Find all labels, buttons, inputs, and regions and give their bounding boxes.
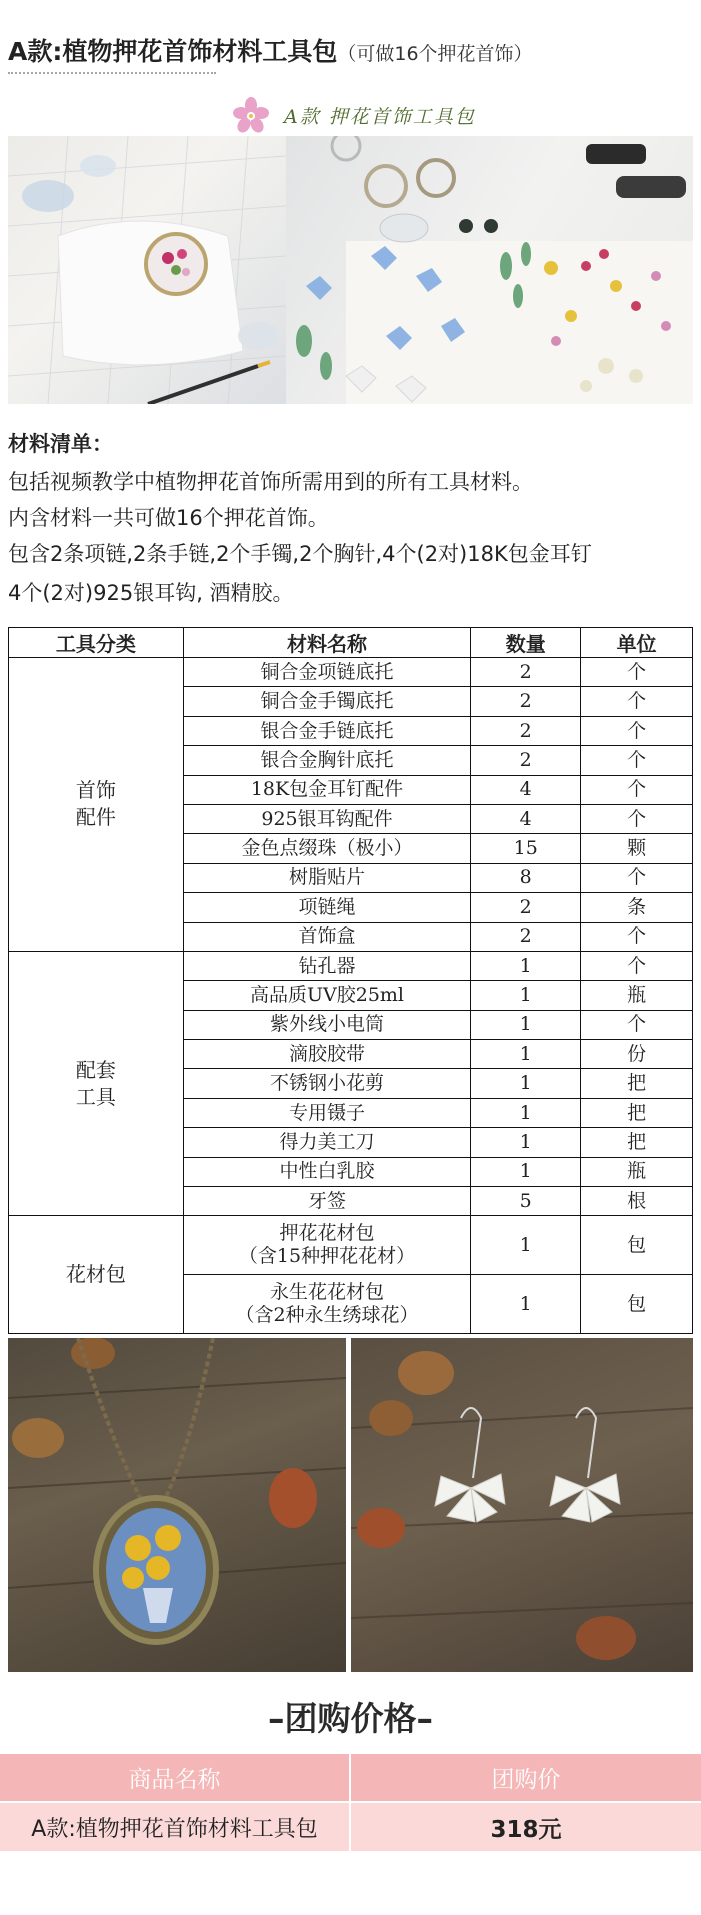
item-name: 项链绳 [183,893,471,922]
item-qty: 2 [471,687,581,716]
price-value: 318元 [350,1802,701,1851]
item-unit: 个 [581,922,693,951]
item-qty: 4 [471,775,581,804]
table-row [9,951,693,980]
table-header: 工具分类 [9,628,184,658]
item-name: 18K包金耳钉配件 [183,775,471,804]
item-qty: 1 [471,1275,581,1334]
dotted-divider [8,72,216,74]
item-name [183,1275,471,1334]
item-qty: 4 [471,804,581,833]
category-label: 配件 [75,805,116,830]
item-qty: 1 [471,1157,581,1186]
item-unit: 颗 [581,834,693,863]
item-name: 银合金手链底托 [183,716,471,745]
item-qty: 1 [471,951,581,980]
item-name: 紫外线小电筒 [183,1010,471,1039]
price-product-name: A款:植物押花首饰材料工具包 [0,1802,350,1851]
item-qty: 1 [471,1010,581,1039]
materials-line: 包括视频教学中植物押花首饰所需用到的所有工具材料。 [8,470,533,494]
item-name: 得力美工刀 [183,1128,471,1157]
price-col-name: 商品名称 [0,1754,350,1802]
item-unit: 个 [581,746,693,775]
page-bottom [0,1878,701,1915]
item-name: 金色点缀珠（极小） [183,834,471,863]
category-cell [9,951,184,1216]
category-cell [9,1216,184,1334]
item-qty: 2 [471,716,581,745]
item-unit: 个 [581,687,693,716]
price-heading: –团购价格– [268,1699,433,1738]
item-unit: 个 [581,775,693,804]
table-row [9,1216,693,1275]
item-qty: 2 [471,922,581,951]
materials-line: 包含2条项链,2条手链,2个手镯,2个胸针,4个(2对)18K包金耳钉 [8,542,592,566]
photo-materials-flatlay [286,136,693,404]
table-row [9,658,693,687]
table-header: 数量 [471,628,581,658]
item-unit: 根 [581,1187,693,1216]
item-qty: 2 [471,893,581,922]
item-unit: 个 [581,658,693,687]
item-qty: 8 [471,863,581,892]
price-col-price: 团购价 [350,1754,701,1802]
item-name: 首饰盒 [183,922,471,951]
item-unit: 瓶 [581,1157,693,1186]
materials-table [8,627,693,1334]
item-unit: 把 [581,1128,693,1157]
item-unit: 个 [581,863,693,892]
photo-pendant-on-cotton [8,136,286,404]
item-name [183,1216,471,1275]
item-unit: 瓶 [581,981,693,1010]
item-unit: 个 [581,951,693,980]
item-qty: 5 [471,1187,581,1216]
item-name: 银合金胸针底托 [183,746,471,775]
category-label: 首饰 [75,778,116,803]
item-unit: 条 [581,893,693,922]
item-qty: 1 [471,1098,581,1127]
item-qty: 2 [471,746,581,775]
materials-line: 内含材料一共可做16个押花首饰。 [8,506,329,530]
photo-flower-earrings [351,1338,693,1672]
item-name: 钻孔器 [183,951,471,980]
item-name: 专用镊子 [183,1098,471,1127]
table-header-row [9,628,693,658]
photo-pendant-necklace [8,1338,346,1672]
item-unit: 个 [581,716,693,745]
item-name-line: （含15种押花花材） [238,1245,416,1268]
category-label: 配套 [75,1057,116,1082]
item-name: 牙签 [183,1187,471,1216]
item-qty: 15 [471,834,581,863]
item-name: 高品质UV胶25ml [183,981,471,1010]
item-unit: 把 [581,1069,693,1098]
item-qty: 2 [471,658,581,687]
item-qty: 1 [471,981,581,1010]
item-name: 树脂贴片 [183,863,471,892]
page-subtitle: （可做16个押花首饰） [337,43,533,65]
item-unit: 个 [581,1010,693,1039]
item-name-line: 押花花材包 [279,1221,375,1244]
category-cell [9,658,184,952]
table-header: 单位 [581,628,693,658]
item-name: 中性白乳胶 [183,1157,471,1186]
price-row [0,1802,701,1851]
price-table [0,1754,701,1851]
item-qty: 1 [471,1069,581,1098]
page-header [8,32,688,72]
item-unit: 包 [581,1216,693,1275]
price-header-row [0,1754,701,1802]
table-header: 材料名称 [183,628,471,658]
item-qty: 1 [471,1216,581,1275]
materials-line: 4个(2对)925银耳钩, 酒精胶。 [8,581,294,605]
item-name-line: 永生花花材包 [270,1280,385,1303]
item-qty: 1 [471,1040,581,1069]
banner [232,96,476,134]
item-qty: 1 [471,1128,581,1157]
page-title: A款:植物押花首饰材料工具包 [8,37,338,66]
item-unit: 份 [581,1040,693,1069]
item-unit: 把 [581,1098,693,1127]
banner-label: A款 押花首饰工具包 [284,105,476,128]
item-name: 滴胶胶带 [183,1040,471,1069]
item-unit: 包 [581,1275,693,1334]
item-name: 铜合金项链底托 [183,658,471,687]
category-label: 花材包 [65,1262,126,1287]
materials-title: 材料清单： [8,432,113,456]
item-name: 不锈钢小花剪 [183,1069,471,1098]
category-label: 工具 [75,1084,116,1109]
flower-icon [232,96,270,134]
item-unit: 个 [581,804,693,833]
item-name: 925银耳钩配件 [183,804,471,833]
item-name-line: （含2种永生绣球花） [235,1304,419,1327]
item-name: 铜合金手镯底托 [183,687,471,716]
